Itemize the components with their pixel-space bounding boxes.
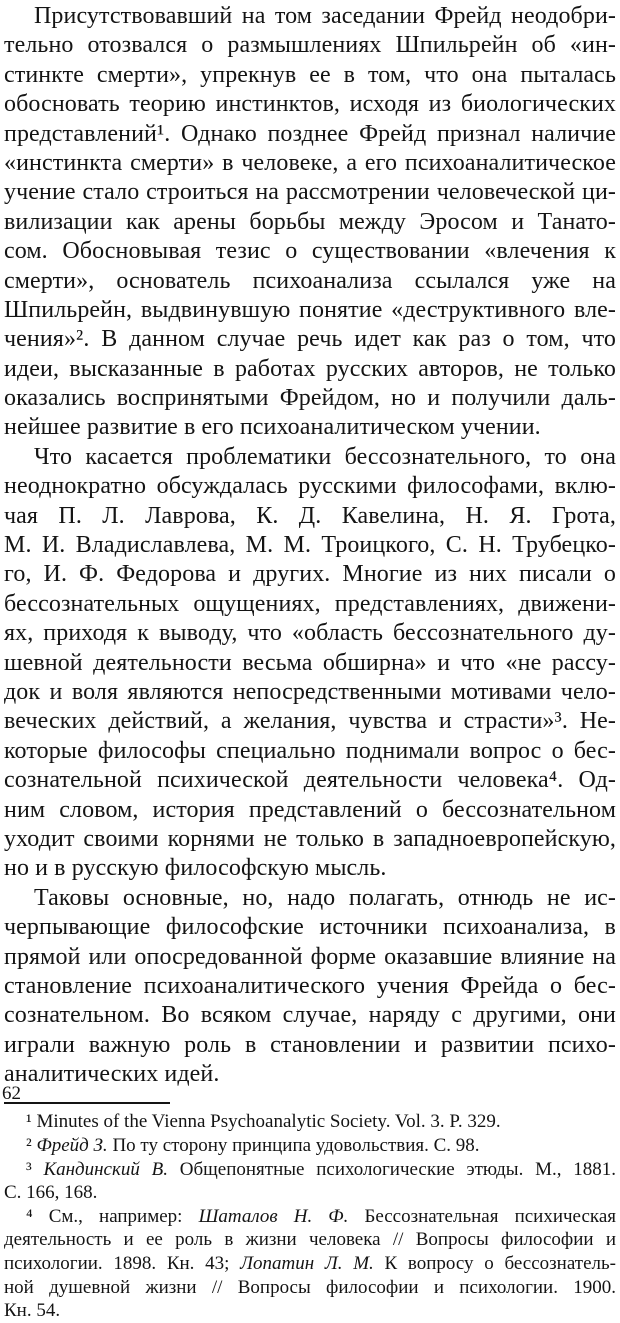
text-line: аналитических идей. (4, 1061, 220, 1088)
footnote-3-author: Кандинский В. (43, 1158, 168, 1180)
text-line: черпывающие философские источники психоанализа, в (4, 914, 616, 941)
text-line: обосновать теорию инстинктов, исходя из биологических (4, 91, 616, 118)
text-line: сом. Обосновывая тезис о существовании «влечения к (4, 238, 616, 265)
footnote-3-line-1 (4, 1158, 616, 1182)
footnote-1-text: Minutes of the Vienna Psychoanalytic Society. Vol. 3. P. 329. (36, 1111, 501, 1133)
text-line: ях, приходя к выводу, что «область бессознательного ду- (4, 620, 616, 647)
text-line: но и в русскую философскую мысль. (4, 855, 387, 882)
footnote-2-text: По ту сторону принципа удовольствия. С. 98. (112, 1135, 480, 1157)
text-line: ним словом, история представлений о бессознательном (4, 796, 616, 823)
footnote-3-line-2: С. 166, 168. (4, 1182, 98, 1204)
text-line: играли важную роль в становлении и развитии психо- (4, 1031, 616, 1058)
text-line: сознательной психической деятельности человека⁴. Од- (4, 767, 616, 794)
footnote-4-lead: См., например: (48, 1205, 183, 1227)
footnote-4-line-3 (4, 1252, 616, 1276)
footnotes (4, 1110, 616, 1322)
footnote-4-line-4: ной душевной жизни // Вопросы философии и психологии. 1900. (4, 1276, 616, 1298)
main-text (4, 0, 616, 1089)
footnote-2-line (4, 1134, 616, 1158)
paragraph-2 (4, 443, 616, 884)
footnote-4-author: Шаталов Н. Ф. (198, 1205, 349, 1227)
footnote-1-number: ¹ (26, 1111, 32, 1133)
footnote-2 (4, 1134, 616, 1158)
text-line: док и воля являются непосредственными мотивами чело- (4, 678, 616, 705)
footnote-2-author: Фрейд З. (36, 1135, 108, 1157)
footnote-4-text-3a: психологии. 1898. Кн. 43; (4, 1253, 230, 1275)
text-line: Что касается проблематики бессознательного, то она (34, 443, 616, 470)
text-line: учение стало строиться на рассмотрении человеческой ци- (4, 179, 616, 206)
text-line: прямой или опосредованной форме оказавшие влияние на (4, 943, 616, 970)
text-line: нейшее развитие в его психоаналитическом учении. (4, 414, 541, 441)
footnote-3-text: Общепонятные психологические этюды. М., 1881. (179, 1158, 616, 1180)
book-page (4, 0, 616, 1323)
footnote-2-number: ² (26, 1135, 32, 1157)
text-line: Присутствовавший на том заседании Фрейд неодобри- (34, 3, 616, 29)
text-line: шевной деятельности весьма обширна» и что «не рассу- (4, 649, 616, 676)
text-line: Шпильрейн, выдвинувшую понятие «деструктивного вле- (4, 296, 616, 323)
text-line: Таковы основные, но, надо полагать, отнюдь не ис- (34, 884, 616, 911)
text-line: «инстинкта смерти» в человеке, а его психоаналитическое (4, 149, 616, 176)
footnote-4-text-3b: К вопросу о бессознатель- (384, 1253, 616, 1275)
footnote-4-author-2: Лопатин Л. М. (240, 1253, 374, 1275)
footnote-3 (4, 1158, 616, 1205)
text-line: вилизации как арены борьбы между Эросом и Танато- (4, 208, 616, 235)
footnote-1 (4, 1110, 616, 1134)
footnote-4-line-2: деятельность и ее роль в жизни человека // Вопросы философии и (4, 1229, 616, 1251)
footnote-1-line (4, 1110, 616, 1134)
text-line: становление психоаналитического учения Фрейда о бес- (4, 972, 616, 999)
text-line: тельно отозвался о размышлениях Шпильрейн об «ин- (4, 32, 616, 59)
text-line: бессознательных ощущениях, представлениях, движени- (4, 590, 616, 617)
text-line: неоднократно обсуждалась русскими философами, вклю- (4, 473, 616, 500)
text-line: представлений¹. Однако позднее Фрейд признал наличие (4, 120, 616, 147)
text-line: сознательном. Во всяком случае, наряду с другими, они (4, 1002, 616, 1029)
footnote-3-number: ³ (26, 1158, 32, 1180)
footnote-4 (4, 1205, 616, 1323)
footnote-4-line-5: Кн. 54. (4, 1300, 61, 1322)
page-number: 62 (2, 1083, 21, 1104)
text-line: смерти», основатель психоанализа ссылался уже на (4, 267, 616, 294)
footnote-4-text-1: Бессознательная психическая (364, 1205, 617, 1227)
footnote-separator (4, 1102, 170, 1104)
text-line: стинкте смерти», упрекнув ее в том, что она пыталась (4, 61, 616, 88)
footnote-4-number: ⁴ (26, 1205, 33, 1227)
text-line: веческих действий, а желания, чувства и страсти»³. Не- (4, 708, 616, 735)
text-line: оказались воспринятыми Фрейдом, но и получили даль- (4, 385, 616, 412)
paragraph-3 (4, 884, 616, 1090)
text-line: уходит своими корнями не только в западноевропейскую, (4, 825, 616, 852)
text-line: чая П. Л. Лаврова, К. Д. Кавелина, Н. Я. Грота, (4, 502, 616, 529)
text-line: М. И. Владиславлева, М. М. Троицкого, С. Н. Трубецко- (4, 532, 616, 559)
text-line: чения»². В данном случае речь идет как раз о том, что (4, 326, 616, 353)
text-line: го, И. Ф. Федорова и других. Многие из них писали о (4, 561, 616, 588)
paragraphs (4, 2, 616, 1089)
text-line: идеи, высказанные в работах русских авторов, не только (4, 355, 616, 382)
text-line: которые философы специально поднимали вопрос о бес- (4, 737, 616, 764)
footnote-4-line-1 (4, 1205, 616, 1229)
paragraph-1 (4, 2, 616, 443)
